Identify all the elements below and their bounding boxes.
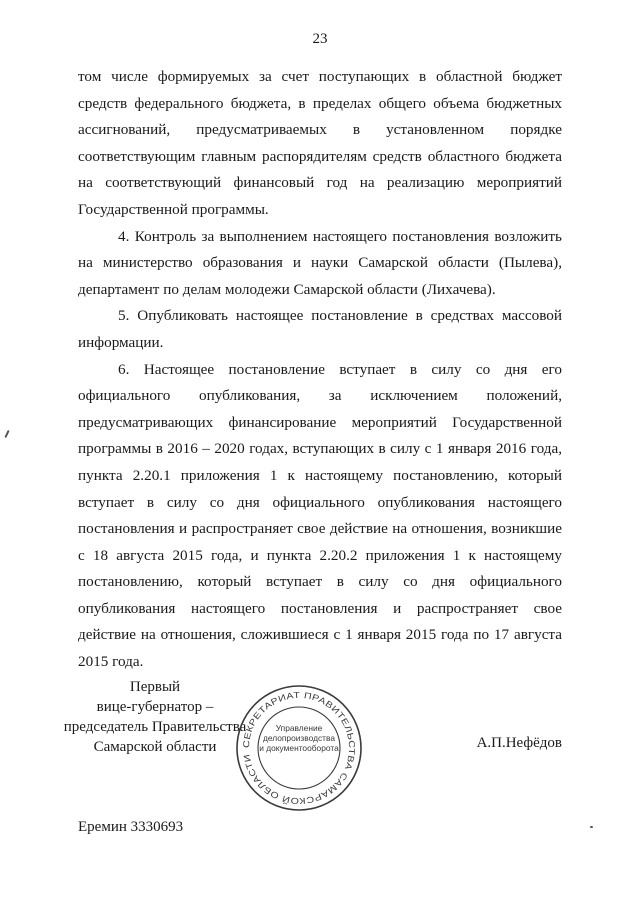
- paragraph-item-5: 5. Опубликовать настоящее постановление в средствах массовой информации.: [78, 307, 562, 351]
- signatory-position: [50, 677, 260, 757]
- scan-mark: [590, 826, 593, 828]
- signatory-position-line: Первый: [129, 679, 181, 695]
- scan-mark: [4, 430, 9, 438]
- paragraph-continuation: том числе формируемых за счет поступающих в областной бюджет средств федерального бюджета, в пределах общего объема бюджетных ассигнований, предусматриваемых в установленном порядке соответствующим главным распорядителям средств областного бюджета на соответствующий финансовый год на реализацию мероприятий Государственной программы.: [78, 68, 562, 218]
- seal-center-line: Управление: [275, 723, 323, 733]
- seal-ring-textpath: СЕКРЕТАРИАТ ПРАВИТЕЛЬСТВА САМАРСКОЙ ОБЛАСТИ: [240, 689, 358, 807]
- document-body: [78, 64, 562, 676]
- seal-center-line: и документооборота: [259, 743, 339, 753]
- official-seal: [234, 683, 364, 813]
- executor-contact: Еремин 3330693: [78, 819, 184, 835]
- signatory-position-line: Самарской области: [93, 739, 217, 755]
- paragraph-item-4: 4. Контроль за выполнением настоящего постановления возложить на министерство образования и науки Самарской области (Пылева), департамент по делам молодежи Самарской области (Лихачева).: [78, 227, 562, 298]
- paragraph-item-6: 6. Настоящее постановление вступает в силу со дня его официального опубликования, за исключением положений, предусматривающих финансирование мероприятий Государственной программы в 2016 – 2020 годах, вступающих в силу с 1 января 2016 года, пункта 2.20.1 приложения 1 к настоящему постановлению, который вступает в силу со дня официального опубликования настоящего постановления и распространяет свое действие на отношения, возникшие с 18 августа 2015 года, и пункта 2.20.2 приложения 1 к настоящему постановлению, который вступает в силу со дня официального опубликования настоящего постановления и распространяет свое действие на отношения, сложившиеся с 1 января 2015 года по 17 августа 2015 года.: [78, 360, 562, 671]
- page-number: 23: [312, 31, 328, 47]
- signatory-position-line: председатель Правительства: [63, 719, 247, 735]
- seal-center-text: [259, 723, 339, 753]
- signatory-position-line: вице-губернатор –: [96, 699, 214, 715]
- signatory-name: А.П.Нефёдов: [476, 735, 562, 751]
- seal-center-line: делопроизводства: [262, 733, 336, 743]
